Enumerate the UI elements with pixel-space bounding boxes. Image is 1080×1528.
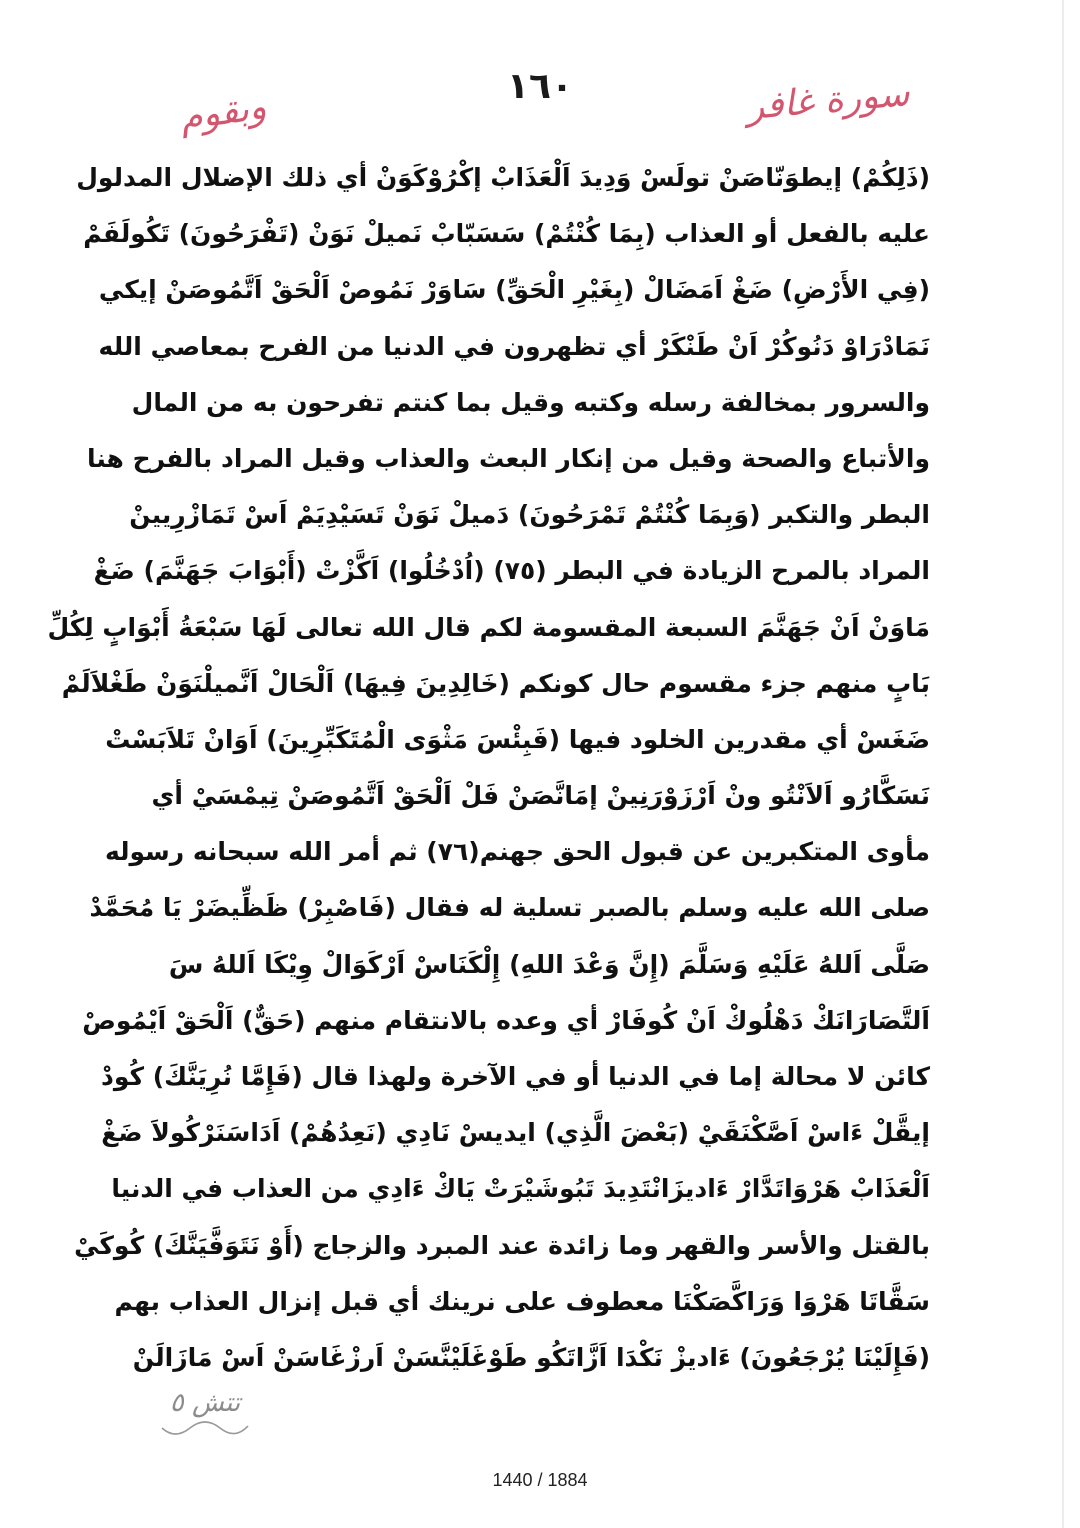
text-line: نَسَكَّارُو اَلاَنْتُو ونْ اَرْزَوْرَنِينْ إمَانَّصَنْ فَلْ اَلْحَقْ اَتَّمُوصَنْ تِيمْسَيْ أي: [151, 781, 930, 811]
body-text: [47, 150, 930, 1386]
text-line: (ذَلِكُمْ) إيطوَنّاصَنْ تولَسْ وَدِيدَ اَلْعَذَابْ إكْرُوْكَوَنْ أي ذلك الإضلال المدلول: [76, 163, 930, 192]
margin-note-surah: سورة غافر: [744, 72, 912, 129]
text-line: مأوى المتكبرين عن قبول الحق جهنم(٧٦) ثم أمر الله سبحانه رسوله: [104, 837, 930, 867]
text-line: اَلْعَذَابْ هَرْوَاتَدَّارْ ءَاديزَانْتَدِيدَ تَبُوشَيْرَتْ يَاكْ ءَادِي من العذاب في الدنيا: [111, 1174, 930, 1204]
text-line: إيقَّلْ ءَاسْ اَصَّكْنَقَيْ (بَعْضَ الَّذِي) ايديسْ نَادِي (نَعِدُهُمْ) اَدَاسَنَرْكُولاَ ضَغْ: [101, 1118, 930, 1148]
text-line: نَمَادْرَاوْ دَنُوكُرْ اَنْ طَنْكَرْ أي تظهرون في الدنيا من الفرح بمعاصي الله: [98, 331, 930, 361]
catchword-text: تتش ٥: [169, 1388, 241, 1418]
text-line: عليه بالفعل أو العذاب (بِمَا كُنْتُمْ) سَسَبّابْ نَميلْ نَوَنْ (تَفْرَحُونَ) تَكُولَفَمْ: [83, 219, 930, 249]
text-line: اَلتَّصَارَانَكْ دَهْلُوكْ اَنْ كُوفَارْ أي وعده بالانتقام منهم (حَقٌّ) اَلْحَقْ اَيْمُوصْ: [82, 1005, 930, 1035]
text-line: والسرور بمخالفة رسله وكتبه وقيل بما كنتم تفرحون به من المال: [131, 387, 930, 417]
text-line: كائن لا محالة إما في الدنيا أو في الآخرة ولهذا قال (فَإِمَّا نُرِيَنَّكَ) كُودْ: [101, 1062, 930, 1091]
margin-note-left: وبقوم: [177, 86, 269, 139]
catchword-squiggle: [160, 1418, 250, 1438]
page-number: ١٦٠: [507, 66, 573, 107]
page-counter: 1440 / 1884: [492, 1470, 588, 1490]
catchword: [150, 1388, 260, 1448]
text-line: المراد بالمرح الزيادة في البطر (٧٥) (اُدْخُلُوا) اَكَّزْتْ (أَبْوَابَ جَهَنَّمَ) ضَغْ: [93, 556, 930, 586]
text-line: البطر والتكبر (وَبِمَا كُنْتُمْ تَمْرَحُونَ) دَميلْ نَوَنْ تَسَيْدِيَمْ اَسْ تَمَازْرِيينْ: [129, 500, 930, 530]
text-line: (فِي الأَرْضِ) ضَغْ اَمَضَالْ (بِغَيْرِ الْحَقِّ) سَاوَرْ نَمُوصْ اَلْحَقْ اَتَّمُوصَنْ إيكي: [98, 275, 930, 305]
text-line: مَاوَنْ اَنْ جَهَنَّمَ السبعة المقسومة لكم قال الله تعالى لَهَا سَبْعَةُ أَبْوَابٍ لِكُلِّ: [47, 612, 930, 642]
text-line: بالقتل والأسر والقهر وما زائدة عند المبرد والزجاج (أَوْ نَتَوَفَّيَنَّكَ) كُوكَيْ: [74, 1230, 930, 1260]
text-line: (فَإِلَيْنَا يُرْجَعُونَ) ءَاديزْ نَكْدَا اَزَّاتَكُو طَوْغَلَيْنَّسَنْ اَرزْغَاسَنْ اَسْ مَازَالَنْ: [132, 1342, 930, 1372]
page-edge-shadow: [1062, 0, 1064, 1528]
text-line: صَلَّى اَللهُ عَلَيْهِ وَسَلَّمَ (إِنَّ وَعْدَ اللهِ) إِلْكَنَاسْ اَرْكَوَالْ وِيْكَا اَللهُ سَ: [168, 949, 930, 979]
text-line: سَقَّاتَا هَرْوَا وَرَاكَّصَكْنَا معطوف على نرينك أي قبل إنزال العذاب بهم: [114, 1286, 930, 1316]
text-line: ضَغَسْ أي مقدرين الخلود فيها (فَبِئْسَ مَثْوَى الْمُتَكَبِّرِينَ) اَوَانْ تَلاَبَسْتْ: [105, 724, 930, 754]
text-line: والأتباع والصحة وقيل من إنكار البعث والعذاب وقيل المراد بالفرح هنا: [86, 443, 930, 473]
text-line: بَابٍ منهم جزء مقسوم حال كونكم (خَالِدِينَ فِيهَا) اَلْحَالْ اَنَّميلْنَوَنْ طَغْلاَلَمْ: [61, 668, 930, 698]
text-line: صلى الله عليه وسلم بالصبر تسلية له فقال (فَاصْبِرْ) ظَظِّيضَرْ يَا مُحَمَّدْ: [89, 893, 930, 923]
